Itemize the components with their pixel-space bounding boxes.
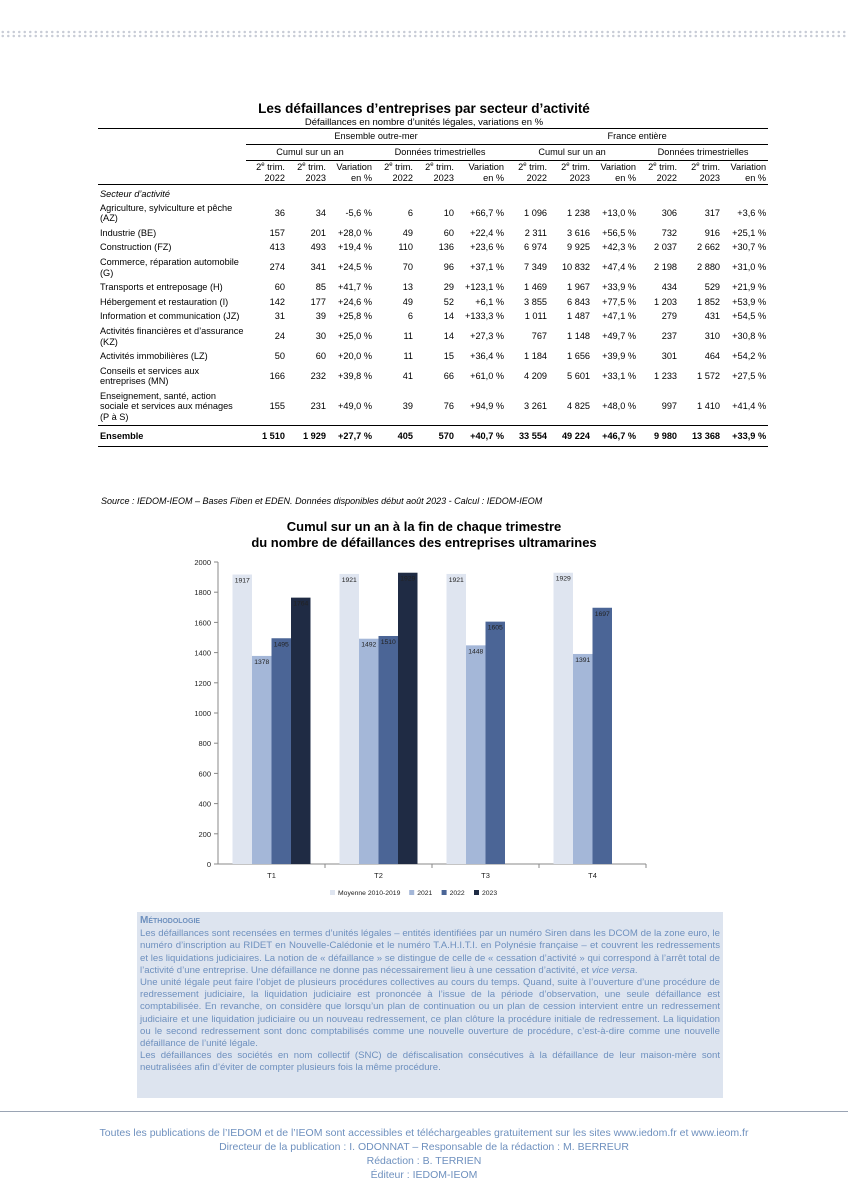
row-label: Conseils et services aux entreprises (MN) (100, 365, 200, 387)
legend-swatch (474, 890, 479, 895)
x-tick-label: T1 (267, 871, 276, 880)
row-label: Activités immobilières (LZ) (100, 351, 208, 362)
table-cell: 306 (661, 208, 678, 219)
y-tick-label: 1400 (194, 648, 211, 658)
table-cell: 177 (310, 296, 326, 307)
table-cell: 49 (402, 296, 413, 307)
data-label: 1495 (273, 641, 289, 649)
methodology-paragraph: Les défaillances sont recensées en termes d’unités légales – entités identifiées par un numéro Siren dans les DCOM de la zone euro, le numéro d’inscription au RIDET en Nouvelle-Calédonie et le numéro T.A.H.I.T.I. en Polynésie française – et couvrent les redressements et les liquidations judiciaires. La notion de « défaillance » se distingue de celle de « cessation d’activité » qui correspond à l’arrêt total de l’activité d’une entreprise. Une défaillance ne donne pas nécessairement lieu à une cessation d’activité, et vice versa. (140, 928, 720, 976)
table-cell: 11 (403, 331, 413, 342)
table-cell: 1 184 (524, 351, 548, 362)
table-cell: +133,3 % (464, 311, 505, 322)
row-label: Agriculture, sylviculture et pêche (AZ) (100, 202, 233, 224)
table-cell: +49,7 % (602, 331, 637, 342)
row-label: Commerce, réparation automobile (G) (100, 257, 239, 278)
column-header: Variation en % (600, 162, 637, 183)
table-cell: 76 (443, 401, 454, 412)
table-cell: +41,7 % (338, 282, 372, 293)
table-row (98, 389, 768, 425)
legend-swatch (409, 890, 414, 895)
table-cell: +36,4 % (470, 351, 505, 362)
column-header: Variation en % (730, 162, 767, 183)
table-cell: 96 (443, 262, 454, 273)
table-cell: 30 (315, 331, 326, 342)
total-cell: 405 (374, 425, 415, 447)
bar (554, 573, 574, 864)
total-label: Ensemble (98, 425, 246, 447)
table-cell: 464 (704, 351, 721, 362)
methodology-box (137, 912, 723, 1098)
table-cell: 2 662 (697, 242, 721, 253)
table-cell: 201 (310, 227, 326, 238)
table-cell: +25,1 % (732, 227, 767, 238)
table-row (98, 309, 768, 324)
table-cell: 52 (443, 296, 454, 307)
table-cell: 3 616 (567, 227, 591, 238)
table-cell: 5 601 (567, 370, 591, 381)
table-cell: +25,0 % (338, 331, 372, 342)
table-cell: 1 967 (567, 282, 591, 293)
table-cell: +56,5 % (602, 227, 637, 238)
column-header: 2e trim. 2022 (256, 161, 285, 183)
y-tick-label: 200 (198, 829, 211, 839)
table-cell: 2 037 (654, 242, 678, 253)
table-cell: +3,6 % (737, 208, 767, 219)
table-cell: 493 (310, 242, 326, 253)
legend-label: 2023 (482, 890, 498, 897)
table-cell: 29 (443, 282, 454, 293)
table-cell: +33,1 % (602, 370, 637, 381)
bar (379, 636, 399, 864)
y-tick-label: 2000 (194, 558, 211, 567)
table-cell: +37,1 % (470, 262, 505, 273)
legend-label: Moyenne 2010-2019 (338, 890, 401, 897)
total-cell: +27,7 % (328, 425, 374, 447)
table-cell: +39,9 % (602, 351, 637, 362)
table-cell: +30,8 % (732, 331, 767, 342)
table-cell: 155 (269, 401, 285, 412)
table-cell: +30,7 % (732, 242, 767, 253)
table-cell: 66 (443, 370, 454, 381)
table-cell: +13,0 % (602, 208, 637, 219)
table-cell: 1 011 (524, 311, 548, 322)
y-tick-label: 1600 (194, 618, 211, 628)
legend-label: 2022 (449, 890, 465, 897)
column-header: Variation en % (336, 162, 372, 183)
table-cell: 1 487 (567, 311, 591, 322)
table-cell: 49 (402, 227, 413, 238)
methodology-paragraph: Les défaillances des sociétés en nom collectif (SNC) de défiscalisation consécutives à la défaillance de leur maison-mère sont neutralisées afin d’éviter de compter plusieurs fois la même procédure. (140, 1050, 720, 1074)
column-header: 2e trim. 2023 (297, 161, 326, 183)
row-label: Enseignement, santé, action sociale et services aux ménages (P à S) (100, 390, 233, 422)
table-cell: 997 (661, 401, 678, 412)
table-cell: 1 096 (524, 208, 548, 219)
table-cell: 1 656 (567, 351, 591, 362)
total-cell: 1 510 (246, 425, 287, 447)
table-cell: 310 (704, 331, 721, 342)
legend-label: 2021 (417, 890, 433, 897)
total-cell: 49 224 (549, 425, 592, 447)
table-cell: +66,7 % (470, 208, 505, 219)
table-row (98, 280, 768, 295)
legend-swatch (442, 890, 447, 895)
table-cell: 70 (402, 262, 413, 273)
table-cell: +54,2 % (732, 351, 767, 362)
table-row (98, 295, 768, 310)
table-cell: 916 (704, 227, 721, 238)
table-cell: +24,5 % (338, 262, 372, 273)
column-header: 2e trim. 2023 (691, 161, 721, 183)
table-cell: 1 238 (567, 208, 591, 219)
x-tick-label: T4 (588, 871, 597, 880)
data-label: 1448 (468, 648, 484, 656)
table-cell: +47,4 % (602, 262, 637, 273)
bar (233, 575, 253, 864)
table-cell: 317 (704, 208, 721, 219)
row-label: Construction (FZ) (100, 242, 172, 253)
table-cell: 1 233 (654, 370, 678, 381)
column-header: 2e trim. 2023 (425, 161, 454, 183)
group-header-outre-mer: Ensemble outre-mer (246, 129, 506, 145)
table-cell: 1 410 (697, 401, 721, 412)
table-cell: +77,5 % (602, 296, 637, 307)
data-label: 1921 (341, 576, 357, 584)
table-row (98, 226, 768, 241)
total-cell: +40,7 % (456, 425, 506, 447)
table-cell: 11 (403, 351, 413, 362)
table-cell: 2 198 (654, 262, 678, 273)
table-cell: 13 (402, 282, 413, 293)
table-cell: +27,3 % (470, 331, 505, 342)
subgroup-header: Données trimestrielles (638, 145, 768, 161)
table-cell: 136 (438, 242, 454, 253)
table-cell: +123,1 % (464, 282, 505, 293)
subgroup-header: Données trimestrielles (374, 145, 506, 161)
table-row (98, 364, 768, 389)
total-cell: 9 980 (638, 425, 679, 447)
table-cell: 231 (310, 401, 326, 412)
table-cell: 6 (407, 311, 413, 322)
footer-divider (0, 1111, 848, 1112)
table-cell: 6 843 (567, 296, 591, 307)
y-tick-label: 400 (198, 799, 211, 809)
chart-title-line1: Cumul sur un an à la fin de chaque trimestre (286, 519, 562, 534)
table-cell: 50 (274, 351, 285, 362)
y-tick-label: 800 (198, 739, 211, 749)
table-cell: 4 209 (524, 370, 548, 381)
table-cell: +61,0 % (470, 370, 505, 381)
table-cell: 24 (274, 331, 285, 342)
total-cell: 33 554 (506, 425, 549, 447)
table-cell: 15 (443, 351, 454, 362)
row-label: Hébergement et restauration (I) (100, 296, 229, 307)
table-cell: +19,4 % (338, 242, 372, 253)
y-tick-label: 1200 (194, 678, 211, 688)
data-label: 1510 (380, 638, 396, 646)
table-cell: 4 825 (567, 401, 591, 412)
row-label: Activités financières et d’assurance (KZ) (100, 325, 244, 347)
data-label: 1391 (575, 656, 591, 664)
data-label: 1764 (293, 600, 309, 608)
bar (573, 654, 593, 864)
bar (340, 574, 360, 864)
bar (272, 638, 292, 864)
table-cell: 1 148 (567, 331, 591, 342)
data-label: 1697 (594, 610, 610, 618)
table-cell: 274 (269, 262, 285, 273)
table-row (98, 240, 768, 255)
table-cell: 413 (269, 242, 285, 253)
table-cell: 110 (398, 242, 413, 253)
data-label: 1492 (361, 641, 377, 649)
column-header: 2e trim. 2022 (648, 161, 678, 183)
table-cell: 14 (443, 311, 454, 322)
table-cell: 6 (407, 208, 413, 219)
table-cell: 3 855 (524, 296, 548, 307)
data-label: 1929 (555, 575, 571, 583)
table-cell: +33,9 % (602, 282, 637, 293)
table-cell: 6 974 (524, 242, 548, 253)
y-tick-label: 600 (198, 769, 211, 779)
table-cell: 767 (531, 331, 548, 342)
table-cell: 60 (315, 351, 326, 362)
table-cell: +28,0 % (338, 227, 372, 238)
y-tick-label: 0 (206, 860, 211, 869)
column-header: 2e trim. 2022 (384, 161, 413, 183)
bar (398, 573, 418, 864)
row-label: Information et communication (JZ) (100, 311, 240, 322)
table-cell: 10 832 (561, 262, 591, 273)
total-cell: +33,9 % (722, 425, 768, 447)
table-cell: 85 (315, 282, 326, 293)
table-cell: 1 572 (697, 370, 721, 381)
table-cell: +21,9 % (732, 282, 767, 293)
table-cell: -5,6 % (345, 208, 372, 219)
table-cell: +6,1 % (475, 296, 505, 307)
bar (252, 656, 272, 864)
table-cell: +94,9 % (470, 401, 505, 412)
methodology-paragraph: Une unité légale peut faire l’objet de plusieurs procédures collectives au cours du temps. Quand, suite à l’ouverture d’une procédure de redressement judiciaire, la liquidation judiciaire est prononcée à l’issue de la période d’observation, une seule défaillance est comptabilisée. En revanche, on considère que lorsqu’un plan de continuation ou un plan de cession intervient entre un redressement judiciaire et une liquidation judiciaire ou un nouveau redressement, ce plan clôture la procédure initiale de redressement. La liquidation ou le second redressement sont donc comptabilisés comme une nouvelle ouverture de procédure, c’est-à-dire comme une nouvelle défaillance de l’unité légale. (140, 977, 720, 1050)
table-cell: +20,0 % (338, 351, 372, 362)
table-cell: 41 (402, 370, 413, 381)
table-cell: +54,5 % (732, 311, 767, 322)
table-cell: 10 (443, 208, 454, 219)
table-cell: +48,0 % (602, 401, 637, 412)
data-label: 1378 (254, 658, 270, 666)
subgroup-header: Cumul sur un an (506, 145, 638, 161)
column-header: 2e trim. 2023 (561, 161, 591, 183)
footer (0, 1126, 848, 1182)
table-cell: 142 (269, 296, 285, 307)
table-cell: +23,6 % (470, 242, 505, 253)
total-row (98, 425, 768, 447)
table-row (98, 349, 768, 364)
table-cell: 431 (704, 311, 721, 322)
table-row (98, 201, 768, 226)
total-cell: +46,7 % (592, 425, 638, 447)
data-label: 1605 (487, 624, 503, 632)
table-cell: 232 (310, 370, 326, 381)
data-label: 1917 (234, 577, 250, 585)
chart-title (0, 519, 848, 551)
legend-swatch (330, 890, 335, 895)
table-cell: 60 (443, 227, 454, 238)
table-cell: 7 349 (524, 262, 548, 273)
subgroup-header: Cumul sur un an (246, 145, 374, 161)
column-header: 2e trim. 2022 (518, 161, 548, 183)
table-cell: +42,3 % (602, 242, 637, 253)
bar (486, 622, 506, 864)
table-cell: +31,0 % (732, 262, 767, 273)
table-cell: 39 (402, 401, 413, 412)
table-source: Source : IEDOM-IEOM – Bases Fiben et EDEN. Données disponibles début août 2023 - Calcul : IEDOM-IEOM (101, 496, 543, 506)
table-cell: 9 925 (567, 242, 591, 253)
table-cell: 529 (704, 282, 721, 293)
bar (359, 639, 379, 864)
table-cell: +22,4 % (470, 227, 505, 238)
table-cell: 434 (661, 282, 678, 293)
table-row (98, 255, 768, 280)
data-label: 1921 (448, 576, 464, 584)
table-cell: +24,6 % (338, 296, 372, 307)
table-cell: 237 (661, 331, 678, 342)
y-tick-label: 1000 (194, 709, 211, 718)
footer-director: Directeur de la publication : I. ODONNAT – Responsable de la rédaction : M. BERREUR (219, 1141, 629, 1153)
table-cell: 3 261 (524, 401, 548, 412)
table-cell: +49,0 % (338, 401, 372, 412)
x-tick-label: T3 (481, 871, 490, 880)
failures-table (98, 128, 768, 447)
table-cell: +27,5 % (732, 370, 767, 381)
column-header: Variation en % (468, 162, 505, 183)
table-cell: 36 (274, 208, 285, 219)
table-cell: 301 (661, 351, 678, 362)
table-title: Les défaillances d’entreprises par secteur d’activité (258, 101, 590, 116)
table-cell: 1 203 (654, 296, 678, 307)
chart-title-line2: du nombre de défaillances des entreprises ultramarines (251, 535, 597, 550)
table-cell: 1 852 (697, 296, 721, 307)
footer-editor: Éditeur : IEDOM-IEOM (370, 1169, 478, 1181)
total-cell: 13 368 (679, 425, 722, 447)
table-cell: 2 311 (524, 227, 548, 238)
bar-chart (180, 552, 680, 907)
table-cell: 31 (274, 311, 285, 322)
header-dot-border (0, 30, 848, 38)
table-cell: 341 (310, 262, 326, 273)
table-cell: 732 (661, 227, 678, 238)
table-cell: 157 (269, 227, 285, 238)
footer-redaction: Rédaction : B. TERRIEN (366, 1155, 482, 1167)
bar (466, 645, 486, 864)
bar (593, 608, 613, 864)
section-label: Secteur d’activité (100, 189, 170, 200)
methodology-heading: Méthodologie (140, 915, 201, 926)
data-label: 1929 (400, 575, 416, 583)
y-tick-label: 1800 (194, 588, 211, 598)
table-cell: +25,8 % (338, 311, 372, 322)
x-tick-label: T2 (374, 871, 383, 880)
table-cell: 1 469 (524, 282, 548, 293)
bar (447, 574, 467, 864)
table-cell: 166 (269, 370, 285, 381)
table-cell: 34 (315, 208, 326, 219)
table-row (98, 324, 768, 349)
group-header-france: France entière (506, 129, 768, 145)
row-label: Industrie (BE) (100, 227, 157, 238)
total-cell: 570 (415, 425, 456, 447)
table-cell: 2 880 (697, 262, 721, 273)
row-label: Transports et entreposage (H) (100, 282, 223, 293)
total-cell: 1 929 (287, 425, 328, 447)
table-subtitle: Défaillances en nombre d’unités légales, variations en % (304, 117, 544, 128)
table-cell: +41,4 % (732, 401, 767, 412)
bar (291, 598, 311, 864)
table-cell: 14 (443, 331, 454, 342)
table-cell: 39 (315, 311, 326, 322)
table-cell: +53,9 % (732, 296, 767, 307)
table-cell: 60 (274, 282, 285, 293)
table-cell: +39,8 % (338, 370, 372, 381)
table-cell: +47,1 % (602, 311, 637, 322)
footer-publications: Toutes les publications de l’IEDOM et de l’IEOM sont accessibles et téléchargeables gratuitement sur les sites www.iedom.fr et www.ieom.fr (99, 1127, 749, 1139)
table-cell: 279 (661, 311, 678, 322)
